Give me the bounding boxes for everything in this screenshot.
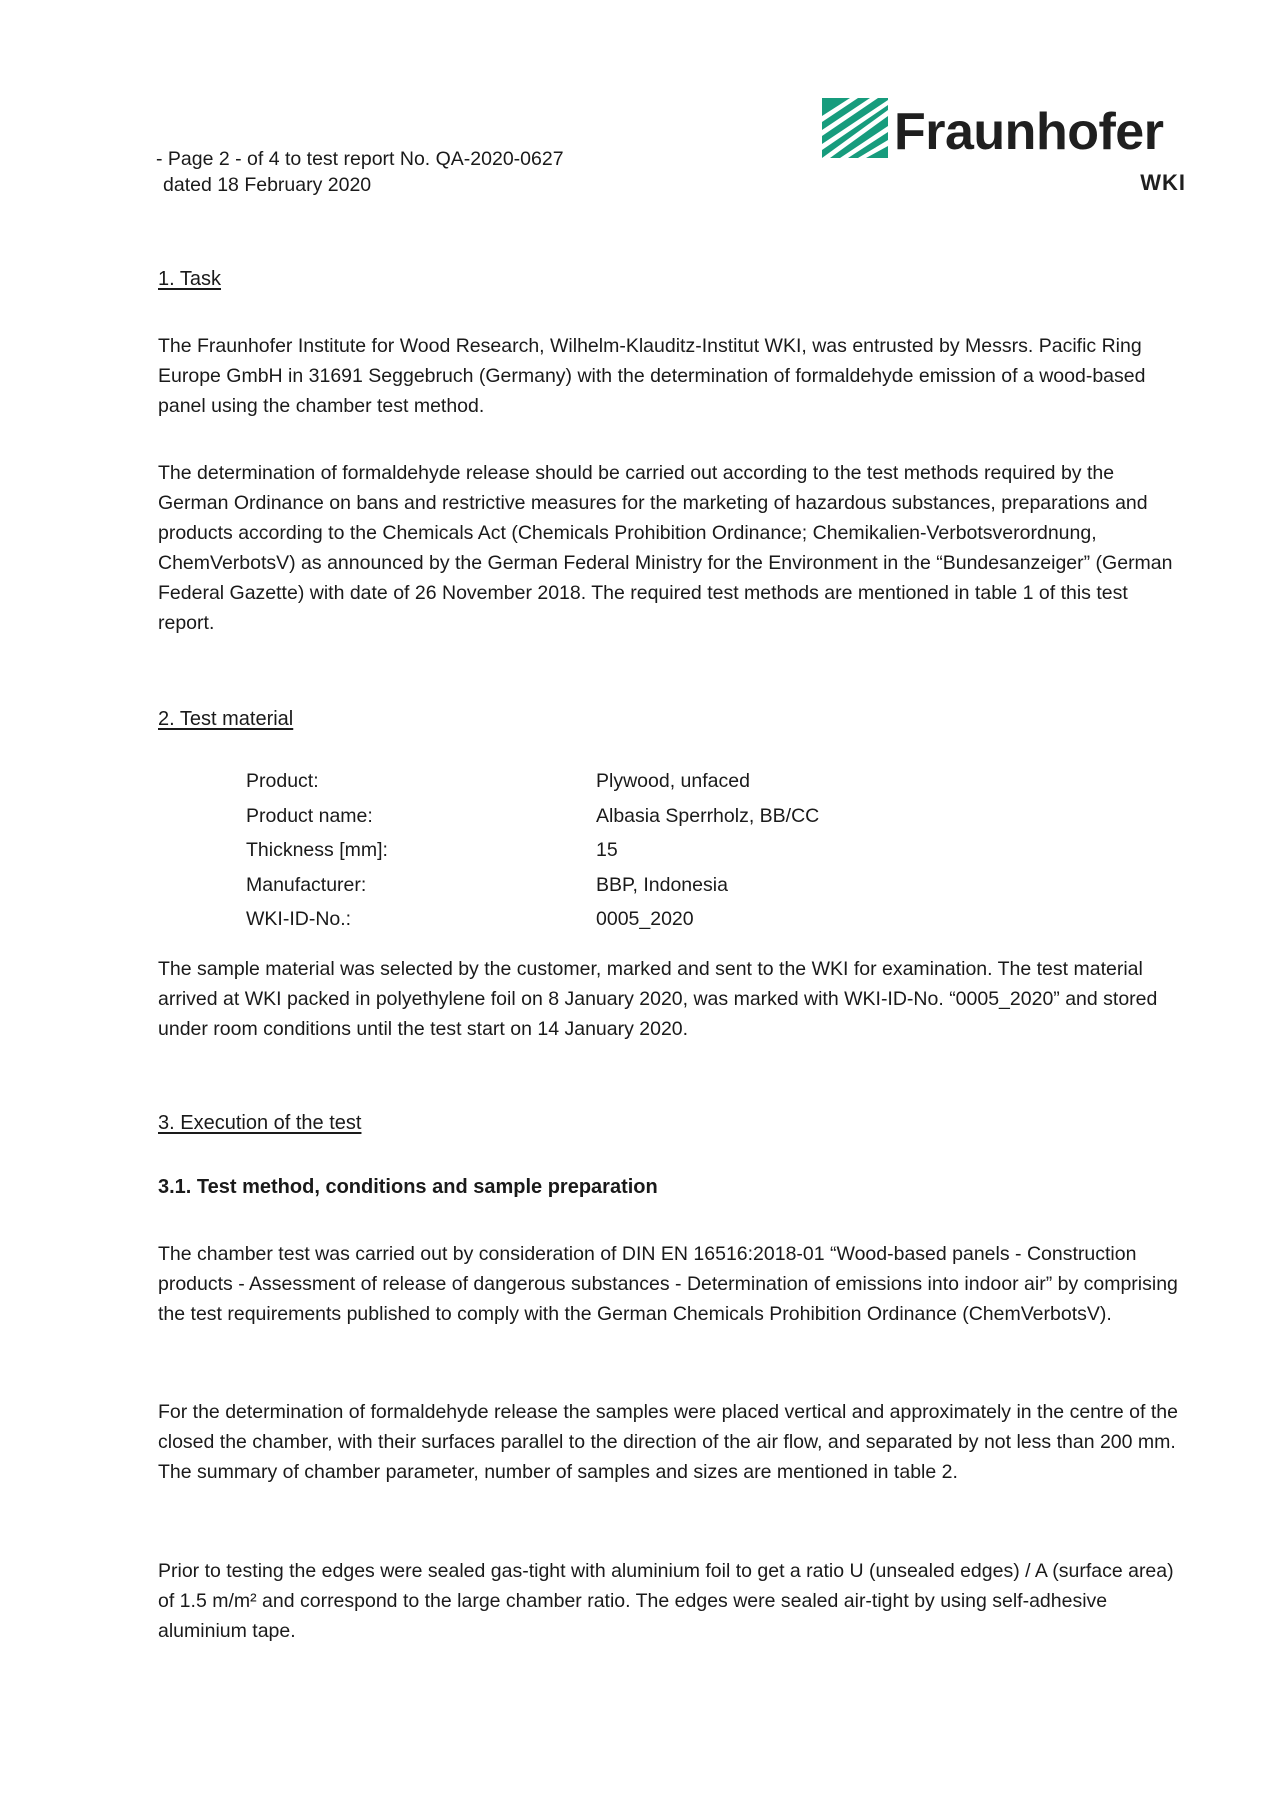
- task-heading: 1. Task: [158, 268, 221, 290]
- spec-label: Manufacturer:: [246, 873, 367, 896]
- spec-label: Thickness [mm]:: [246, 839, 388, 861]
- spec-row-thickness: [246, 839, 996, 874]
- spec-label: Product:: [246, 770, 319, 792]
- spec-row-product: [246, 770, 996, 805]
- method-heading: 3.1. Test method, conditions and sample preparation: [158, 1176, 658, 1198]
- spec-value: BBP, Indonesia: [596, 873, 728, 896]
- method-paragraph-2: For the determination of formaldehyde release the samples were placed vertical and approximately in the centre of the closed the chamber, with their surfaces parallel to the direction of the air flow, and separated by not less than 200 mm. The summary of chamber parameter, number of samples and sizes are mentioned in table 2.: [158, 1401, 1178, 1483]
- spec-row-product-name: [246, 805, 996, 840]
- fraunhofer-logo-mark-icon: [820, 96, 892, 160]
- spec-label: WKI-ID-No.:: [246, 908, 352, 930]
- execution-heading: 3. Execution of the test: [158, 1112, 362, 1134]
- report-reference-line-1: - Page 2 - of 4 to test report No. QA-2020-0627: [156, 148, 564, 170]
- material-paragraph-1: The sample material was selected by the customer, marked and sent to the WKI for examination. The test material arrived at WKI packed in polyethylene foil on 8 January 2020, was marked with WKI-ID-No. “0005_2020” and stored under room conditions until the test start on 14 January 2020.: [158, 958, 1158, 1040]
- material-heading: 2. Test material: [158, 708, 294, 730]
- spec-value: 15: [596, 839, 618, 861]
- task-paragraph-2: The determination of formaldehyde release should be carried out according to the test methods required by the German Ordinance on bans and restrictive measures for the marketing of hazardous substances, preparations and products according to the Chemicals Act (Chemicals Prohibition Ordinance; Chemikalien-Verbotsverordnung, ChemVerbotsV) as announced by the German Federal Ministry for the Environment in the “Bundesanzeiger” (German Federal Gazette) with date of 26 November 2018. The required test methods are mentioned in table 1 of this test report.: [158, 462, 1173, 634]
- report-reference: [156, 146, 564, 198]
- task-paragraph-1: The Fraunhofer Institute for Wood Research, Wilhelm-Klauditz-Institut WKI, was entrusted by Messrs. Pacific Ring Europe GmbH in 31691 Seggebruch (Germany) with the determination of formaldehyde emission of a wood-based panel using the chamber test method.: [158, 335, 1146, 417]
- spec-value: Albasia Sperrholz, BB/CC: [596, 804, 820, 827]
- method-paragraph-1: The chamber test was carried out by consideration of DIN EN 16516:2018-01 “Wood-based panels - Construction products - Assessment of release of dangerous substances - Determination of emissions into indoor air” by comprising the test requirements published to comply with the German Chemicals Prohibition Ordinance (ChemVerbotsV).: [158, 1243, 1178, 1325]
- fraunhofer-logo: [820, 96, 1190, 206]
- material-spec-table: [246, 770, 996, 943]
- spec-value: 0005_2020: [596, 908, 694, 930]
- report-reference-line-2: dated 18 February 2020: [163, 174, 372, 196]
- method-paragraph-3: Prior to testing the edges were sealed gas-tight with aluminium foil to get a ratio U (unsealed edges) / A (surface area) of 1.5 m/m² and correspond to the large chamber ratio. The edges were sealed air-tight by using self-adhesive aluminium tape.: [158, 1560, 1174, 1642]
- spec-value: Plywood, unfaced: [596, 770, 750, 792]
- spec-row-manufacturer: [246, 874, 996, 909]
- logo-brand-text: Fraunhofer: [894, 103, 1164, 161]
- spec-row-wki-id: [246, 908, 996, 943]
- spec-label: Product name:: [246, 804, 373, 827]
- logo-sub-text: WKI: [1140, 170, 1186, 195]
